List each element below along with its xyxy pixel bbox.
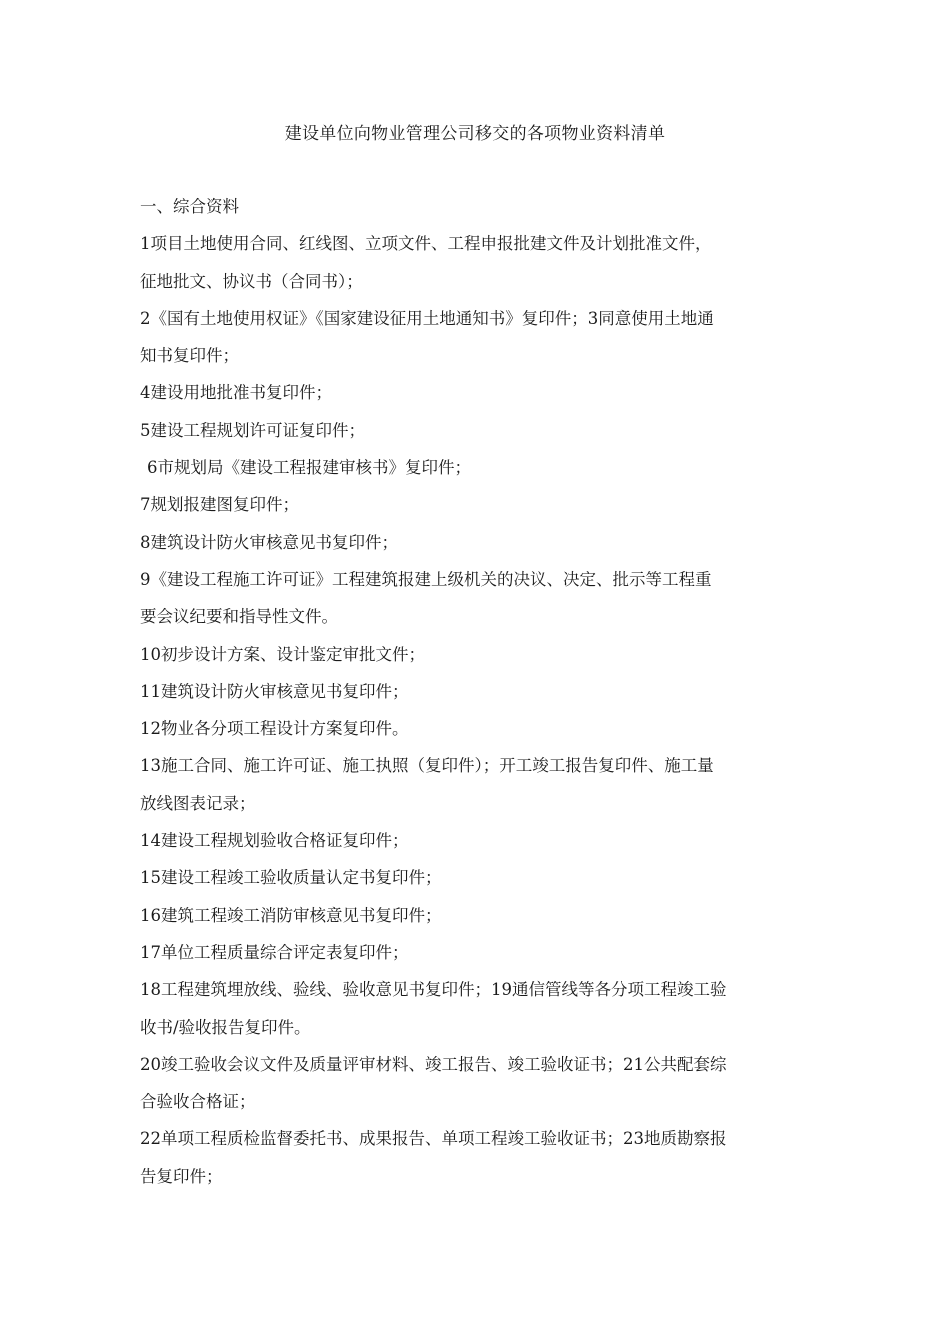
text-line: 收书/验收报告复印件。: [140, 1017, 311, 1037]
text-line: 14建设工程规划验收合格证复印件；: [140, 831, 409, 851]
section-heading: 一、综合资料: [140, 197, 239, 216]
text-line: 11建筑设计防火审核意见书复印件；: [140, 681, 409, 701]
text-line: 7规划报建图复印件；: [140, 495, 299, 515]
text-line: 告复印件；: [140, 1166, 223, 1186]
text-line: 要会议纪要和指导性文件。: [140, 607, 338, 627]
text-line: 22单项工程质检监督委托书、成果报告、单项工程竣工验收证书；23地质勘察报: [140, 1129, 727, 1149]
text-line: 9《建设工程施工许可证》工程建筑报建上级机关的决议、决定、批示等工程重: [140, 569, 712, 589]
document-body: [140, 188, 830, 1195]
text-line: 6市规划局《建设工程报建审核书》复印件；: [147, 458, 471, 478]
text-line: 合验收合格证；: [140, 1092, 256, 1112]
text-line: 15建设工程竣工验收质量认定书复印件；: [140, 868, 442, 888]
text-line: 13施工合同、施工许可证、施工执照（复印件）；开工竣工报告复印件、施工量: [140, 756, 714, 776]
text-line: 5建设工程规划许可证复印件；: [140, 420, 365, 440]
text-line: 放线图表记录；: [140, 793, 256, 813]
text-line: 4建设用地批准书复印件；: [140, 383, 332, 403]
text-line: 17单位工程质量综合评定表复印件；: [140, 942, 409, 962]
text-line: 18工程建筑埋放线、验线、验收意见书复印件；19通信管线等各分项工程竣工验: [140, 980, 727, 1000]
text-line: 2《国有土地使用权证》《国家建设征用土地通知书》复印件；3同意使用土地通: [140, 308, 714, 328]
text-line: 8建筑设计防火审核意见书复印件；: [140, 532, 398, 552]
text-line: 1项目土地使用合同、红线图、立项文件、工程申报批建文件及计划批准文件，: [140, 234, 712, 254]
text-line: 知书复印件；: [140, 346, 239, 366]
text-line: 征地批文、协议书（合同书）；: [140, 271, 363, 291]
text-line: 10初步设计方案、设计鉴定审批文件；: [140, 644, 425, 664]
text-line: 12物业各分项工程设计方案复印件。: [140, 719, 409, 739]
text-line: 16建筑工程竣工消防审核意见书复印件；: [140, 905, 442, 925]
document-title: 建设单位向物业管理公司移交的各项物业资料清单: [284, 124, 666, 144]
text-line: 20竣工验收会议文件及质量评审材料、竣工报告、竣工验收证书；21公共配套综: [140, 1054, 727, 1074]
